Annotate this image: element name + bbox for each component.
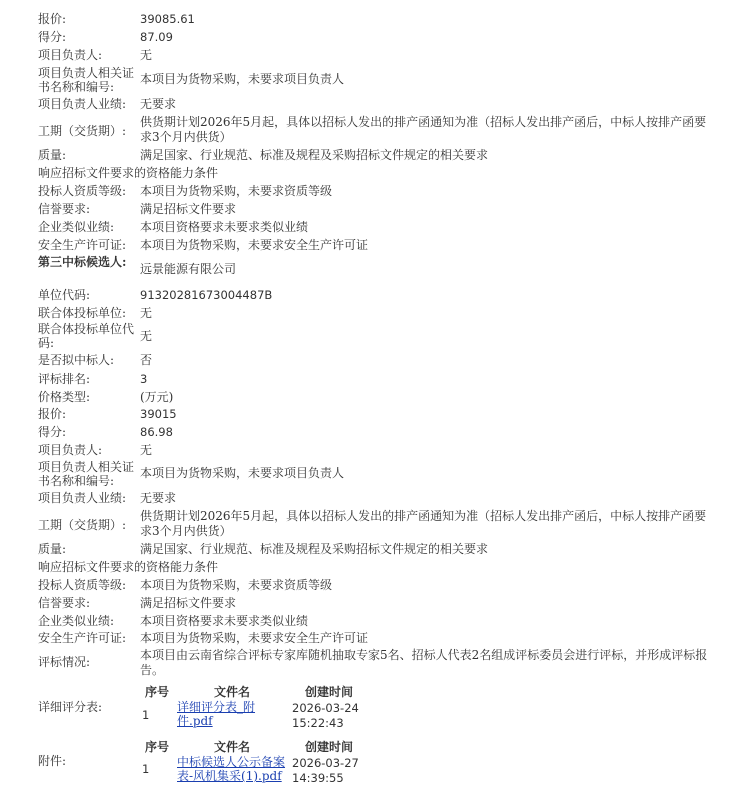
credit-label: 信誉要求: bbox=[38, 202, 91, 216]
consortium-code-value: 无 bbox=[140, 329, 153, 343]
pm-label: 项目负责人: bbox=[38, 443, 103, 457]
table-row-time: 15:22:43 bbox=[292, 716, 344, 730]
price-value: 39015 bbox=[140, 407, 177, 421]
third-candidate-name: 远景能源有限公司 bbox=[140, 262, 237, 276]
safety-label: 安全生产许可证: bbox=[38, 631, 127, 645]
consortium-value: 无 bbox=[140, 306, 153, 320]
period-value: 供货期计划2026年5月起，具体以招标人发出的排产函通知为准（招标人发出排产函后，中标人按排产函要求3个月内供货） bbox=[140, 509, 707, 538]
pm-cert-label: 项目负责人相关证书名称和编号: bbox=[38, 66, 135, 94]
quality-label: 质量: bbox=[38, 148, 67, 162]
score-label: 得分: bbox=[38, 425, 67, 439]
credit-value: 满足招标文件要求 bbox=[140, 202, 237, 216]
score-value: 87.09 bbox=[140, 30, 173, 44]
detail-score-label: 详细评分表: bbox=[38, 700, 103, 714]
proposed-value: 否 bbox=[140, 353, 153, 367]
period-value: 供货期计划2026年5月起，具体以招标人发出的排产函通知为准（招标人发出排产函后，中标人按排产函要求3个月内供货） bbox=[140, 115, 707, 144]
col-time-header: 创建时间 bbox=[305, 685, 354, 699]
pm-label: 项目负责人: bbox=[38, 48, 103, 62]
pm-value: 无 bbox=[140, 48, 153, 62]
pm-cert-label: 项目负责人相关证书名称和编号: bbox=[38, 460, 135, 488]
grade-value: 本项目为货物采购，未要求资质等级 bbox=[140, 184, 333, 198]
price-label: 报价: bbox=[38, 12, 67, 26]
quality-value: 满足国家、行业规范、标准及规程及采购招标文件规定的相关要求 bbox=[140, 542, 489, 556]
qualification-heading: 响应招标文件要求的资格能力条件 bbox=[38, 166, 219, 180]
price-type-value: (万元) bbox=[140, 390, 174, 404]
third-candidate-label: 第三中标候选人: bbox=[38, 255, 127, 269]
pm-cert-value: 本项目为货物采购，未要求项目负责人 bbox=[140, 72, 345, 86]
safety-label: 安全生产许可证: bbox=[38, 238, 127, 252]
rank-value: 3 bbox=[140, 372, 148, 386]
similar-label: 企业类似业绩: bbox=[38, 614, 115, 628]
code-label: 单位代码: bbox=[38, 288, 91, 302]
score-label: 得分: bbox=[38, 30, 67, 44]
price-value: 39085.61 bbox=[140, 12, 195, 26]
price-type-label: 价格类型: bbox=[38, 390, 91, 404]
attachment-file-link[interactable]: 中标候选人公示备案表-风机集采(1).pdf bbox=[177, 755, 286, 783]
table-row-date: 2026-03-24 bbox=[292, 701, 359, 715]
code-value: 91320281673004487B bbox=[140, 288, 273, 302]
quality-label: 质量: bbox=[38, 542, 67, 556]
pm-perf-value: 无要求 bbox=[140, 491, 177, 505]
similar-value: 本项目资格要求未要求类似业绩 bbox=[140, 614, 309, 628]
col-index-header: 序号 bbox=[145, 740, 170, 754]
similar-value: 本项目资格要求未要求类似业绩 bbox=[140, 220, 309, 234]
pm-cert-value: 本项目为货物采购，未要求项目负责人 bbox=[140, 466, 345, 480]
price-label: 报价: bbox=[38, 407, 67, 421]
rank-label: 评标排名: bbox=[38, 372, 91, 386]
grade-label: 投标人资质等级: bbox=[38, 578, 127, 592]
pm-perf-value: 无要求 bbox=[140, 97, 177, 111]
safety-value: 本项目为货物采购，未要求安全生产许可证 bbox=[140, 238, 369, 252]
col-index-header: 序号 bbox=[145, 685, 170, 699]
period-label: 工期（交货期）: bbox=[38, 124, 127, 138]
proposed-label: 是否拟中标人: bbox=[38, 353, 115, 367]
table-row-date: 2026-03-27 bbox=[292, 756, 359, 770]
col-file-header: 文件名 bbox=[214, 740, 251, 754]
period-label: 工期（交货期）: bbox=[38, 518, 127, 532]
grade-label: 投标人资质等级: bbox=[38, 184, 127, 198]
table-row-index: 1 bbox=[142, 708, 150, 722]
pm-perf-label: 项目负责人业绩: bbox=[38, 97, 127, 111]
consortium-code-label: 联合体投标单位代码: bbox=[38, 322, 135, 350]
evaluation-text: 本项目由云南省综合评标专家库随机抽取专家5名、招标人代表2名组成评标委员会进行评标，并形成评标报告。 bbox=[140, 648, 708, 677]
evaluation-label: 评标情况: bbox=[38, 655, 91, 669]
table-row-index: 1 bbox=[142, 762, 150, 776]
similar-label: 企业类似业绩: bbox=[38, 220, 115, 234]
col-file-header: 文件名 bbox=[214, 685, 251, 699]
credit-value: 满足招标文件要求 bbox=[140, 596, 237, 610]
safety-value: 本项目为货物采购，未要求安全生产许可证 bbox=[140, 631, 369, 645]
pm-value: 无 bbox=[140, 443, 153, 457]
quality-value: 满足国家、行业规范、标准及规程及采购招标文件规定的相关要求 bbox=[140, 148, 489, 162]
consortium-label: 联合体投标单位: bbox=[38, 306, 127, 320]
qualification-heading: 响应招标文件要求的资格能力条件 bbox=[38, 560, 219, 574]
pm-perf-label: 项目负责人业绩: bbox=[38, 491, 127, 505]
attachments-label: 附件: bbox=[38, 754, 67, 768]
grade-value: 本项目为货物采购，未要求资质等级 bbox=[140, 578, 333, 592]
col-time-header: 创建时间 bbox=[305, 740, 354, 754]
table-row-time: 14:39:55 bbox=[292, 771, 344, 785]
credit-label: 信誉要求: bbox=[38, 596, 91, 610]
detail-score-file-link[interactable]: 详细评分表_附件.pdf bbox=[177, 700, 256, 728]
score-value: 86.98 bbox=[140, 425, 173, 439]
